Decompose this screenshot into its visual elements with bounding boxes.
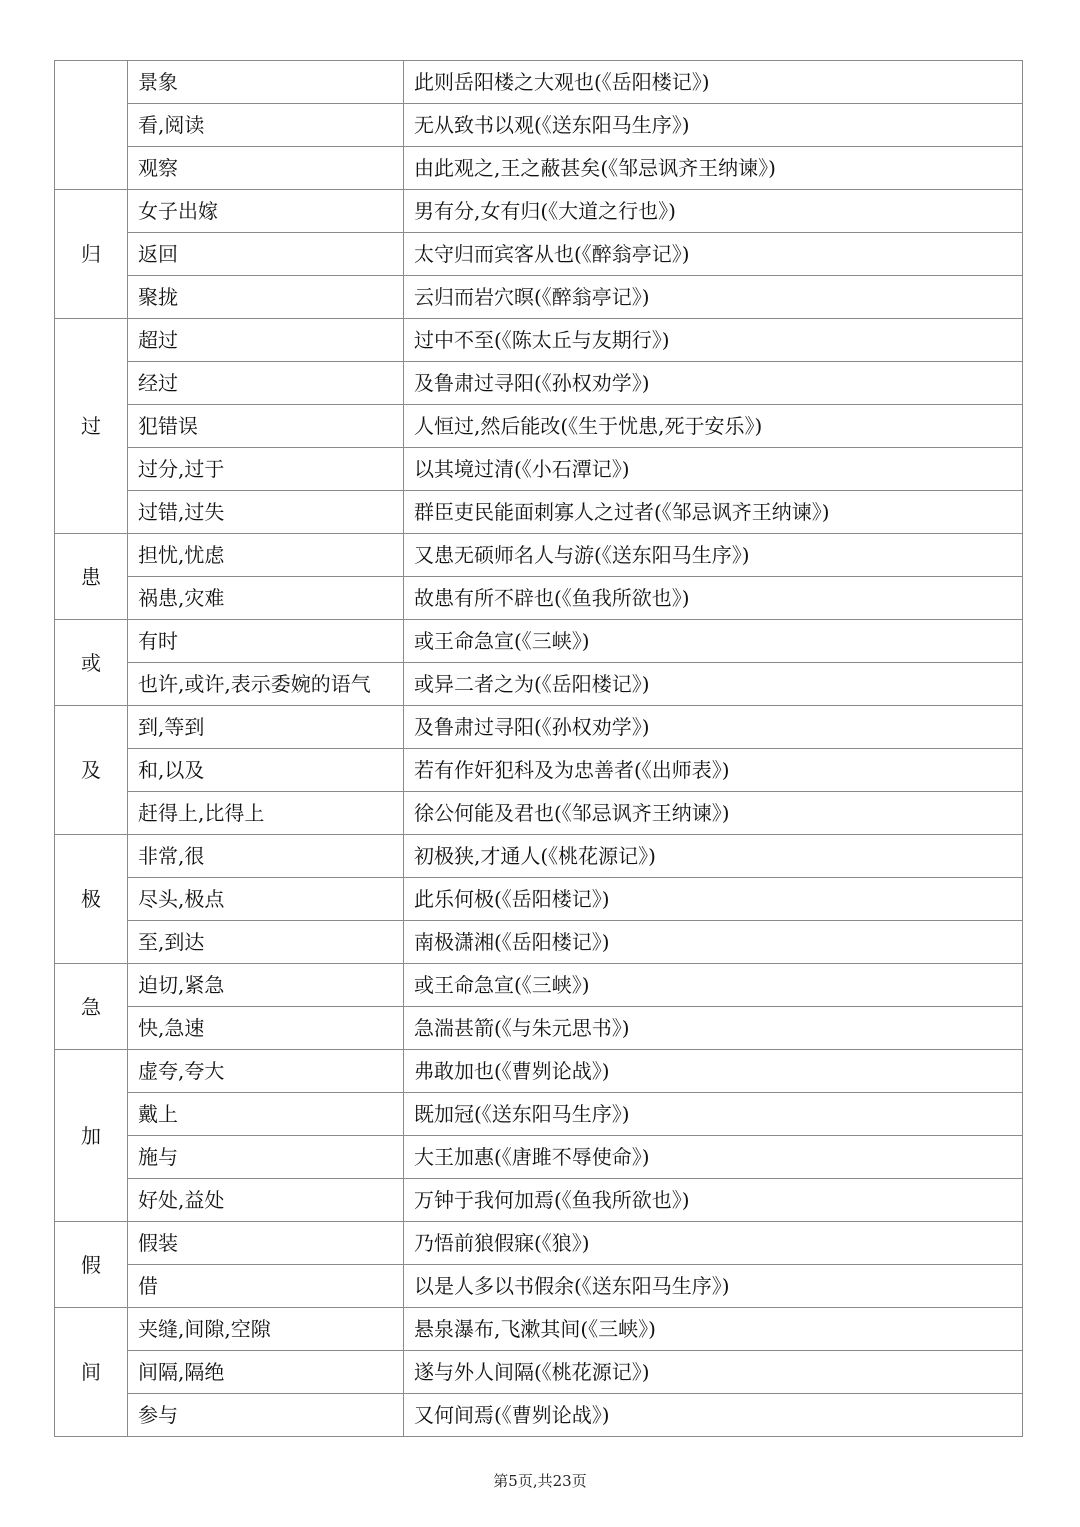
meaning-cell: 看,阅读: [128, 104, 404, 147]
headword-cell: 假: [55, 1222, 128, 1308]
meaning-cell: 赶得上,比得上: [128, 792, 404, 835]
example-cell: 南极潇湘(《岳阳楼记》): [404, 921, 1023, 964]
table-row: [55, 405, 1023, 448]
page-number: 第5页,共23页: [493, 1472, 587, 1490]
table-row: [55, 362, 1023, 405]
table-row: [55, 534, 1023, 577]
meaning-cell: 至,到达: [128, 921, 404, 964]
example-cell: 以其境过清(《小石潭记》): [404, 448, 1023, 491]
example-cell: 弗敢加也(《曹刿论战》): [404, 1050, 1023, 1093]
vocabulary-table: [54, 60, 1023, 1437]
example-cell: 万钟于我何加焉(《鱼我所欲也》): [404, 1179, 1023, 1222]
table-row: [55, 620, 1023, 663]
meaning-cell: 好处,益处: [128, 1179, 404, 1222]
example-cell: 悬泉瀑布,飞漱其间(《三峡》): [404, 1308, 1023, 1351]
meaning-cell: 担忧,忧虑: [128, 534, 404, 577]
headword-cell: 或: [55, 620, 128, 706]
meaning-cell: 非常,很: [128, 835, 404, 878]
table-row: [55, 147, 1023, 190]
meaning-cell: 有时: [128, 620, 404, 663]
table-row: [55, 1265, 1023, 1308]
example-cell: 无从致书以观(《送东阳马生序》): [404, 104, 1023, 147]
example-cell: 乃悟前狼假寐(《狼》): [404, 1222, 1023, 1265]
meaning-cell: 施与: [128, 1136, 404, 1179]
example-cell: 过中不至(《陈太丘与友期行》): [404, 319, 1023, 362]
example-cell: 初极狭,才通人(《桃花源记》): [404, 835, 1023, 878]
example-cell: 急湍甚箭(《与朱元思书》): [404, 1007, 1023, 1050]
meaning-cell: 祸患,灾难: [128, 577, 404, 620]
example-cell: 或异二者之为(《岳阳楼记》): [404, 663, 1023, 706]
example-cell: 既加冠(《送东阳马生序》): [404, 1093, 1023, 1136]
example-cell: 太守归而宾客从也(《醉翁亭记》): [404, 233, 1023, 276]
table-row: [55, 835, 1023, 878]
table-row: [55, 706, 1023, 749]
headword-cell: 过: [55, 319, 128, 534]
meaning-cell: 经过: [128, 362, 404, 405]
meaning-cell: 观察: [128, 147, 404, 190]
table-row: [55, 190, 1023, 233]
meaning-cell: 过分,过于: [128, 448, 404, 491]
meaning-cell: 过错,过失: [128, 491, 404, 534]
meaning-cell: 间隔,隔绝: [128, 1351, 404, 1394]
table-row: [55, 878, 1023, 921]
meaning-cell: 和,以及: [128, 749, 404, 792]
table-row: [55, 1351, 1023, 1394]
example-cell: 若有作奸犯科及为忠善者(《出师表》): [404, 749, 1023, 792]
headword-cell: 归: [55, 190, 128, 319]
meaning-cell: 夹缝,间隙,空隙: [128, 1308, 404, 1351]
example-cell: 此乐何极(《岳阳楼记》): [404, 878, 1023, 921]
example-cell: 由此观之,王之蔽甚矣(《邹忌讽齐王纳谏》): [404, 147, 1023, 190]
headword-cell: 间: [55, 1308, 128, 1437]
example-cell: 遂与外人间隔(《桃花源记》): [404, 1351, 1023, 1394]
table-row: [55, 1007, 1023, 1050]
table-row: [55, 233, 1023, 276]
meaning-cell: 尽头,极点: [128, 878, 404, 921]
example-cell: 故患有所不辟也(《鱼我所欲也》): [404, 577, 1023, 620]
example-cell: 以是人多以书假余(《送东阳马生序》): [404, 1265, 1023, 1308]
meaning-cell: 聚拢: [128, 276, 404, 319]
table-row: [55, 792, 1023, 835]
table-row: [55, 276, 1023, 319]
table-row: [55, 1050, 1023, 1093]
example-cell: 男有分,女有归(《大道之行也》): [404, 190, 1023, 233]
meaning-cell: 也许,或许,表示委婉的语气: [128, 663, 404, 706]
table-row: [55, 1394, 1023, 1437]
meaning-cell: 戴上: [128, 1093, 404, 1136]
meaning-cell: 到,等到: [128, 706, 404, 749]
example-cell: 或王命急宣(《三峡》): [404, 620, 1023, 663]
example-cell: 人恒过,然后能改(《生于忧患,死于安乐》): [404, 405, 1023, 448]
table-row: [55, 964, 1023, 1007]
headword-cell: 急: [55, 964, 128, 1050]
table-row: [55, 1093, 1023, 1136]
example-cell: 云归而岩穴暝(《醉翁亭记》): [404, 276, 1023, 319]
table-row: [55, 104, 1023, 147]
table-row: [55, 1308, 1023, 1351]
table-row: [55, 749, 1023, 792]
headword-cell: 患: [55, 534, 128, 620]
table-row: [55, 448, 1023, 491]
headword-cell: 加: [55, 1050, 128, 1222]
table-row: [55, 1222, 1023, 1265]
meaning-cell: 快,急速: [128, 1007, 404, 1050]
table-row: [55, 663, 1023, 706]
table-row: [55, 1179, 1023, 1222]
meaning-cell: 借: [128, 1265, 404, 1308]
example-cell: 或王命急宣(《三峡》): [404, 964, 1023, 1007]
headword-cell: 及: [55, 706, 128, 835]
example-cell: 大王加惠(《唐雎不辱使命》): [404, 1136, 1023, 1179]
table-row: [55, 319, 1023, 362]
table-row: [55, 577, 1023, 620]
example-cell: 及鲁肃过寻阳(《孙权劝学》): [404, 362, 1023, 405]
meaning-cell: 犯错误: [128, 405, 404, 448]
headword-cell: [55, 61, 128, 190]
meaning-cell: 返回: [128, 233, 404, 276]
example-cell: 此则岳阳楼之大观也(《岳阳楼记》): [404, 61, 1023, 104]
table-row: [55, 921, 1023, 964]
meaning-cell: 女子出嫁: [128, 190, 404, 233]
example-cell: 群臣吏民能面刺寡人之过者(《邹忌讽齐王纳谏》): [404, 491, 1023, 534]
example-cell: 又患无硕师名人与游(《送东阳马生序》): [404, 534, 1023, 577]
example-cell: 及鲁肃过寻阳(《孙权劝学》): [404, 706, 1023, 749]
example-cell: 又何间焉(《曹刿论战》): [404, 1394, 1023, 1437]
meaning-cell: 超过: [128, 319, 404, 362]
table-row: [55, 61, 1023, 104]
meaning-cell: 参与: [128, 1394, 404, 1437]
vocabulary-table-body: [55, 61, 1023, 1437]
meaning-cell: 假装: [128, 1222, 404, 1265]
table-row: [55, 491, 1023, 534]
meaning-cell: 虚夸,夸大: [128, 1050, 404, 1093]
meaning-cell: 迫切,紧急: [128, 964, 404, 1007]
table-row: [55, 1136, 1023, 1179]
example-cell: 徐公何能及君也(《邹忌讽齐王纳谏》): [404, 792, 1023, 835]
headword-cell: 极: [55, 835, 128, 964]
meaning-cell: 景象: [128, 61, 404, 104]
